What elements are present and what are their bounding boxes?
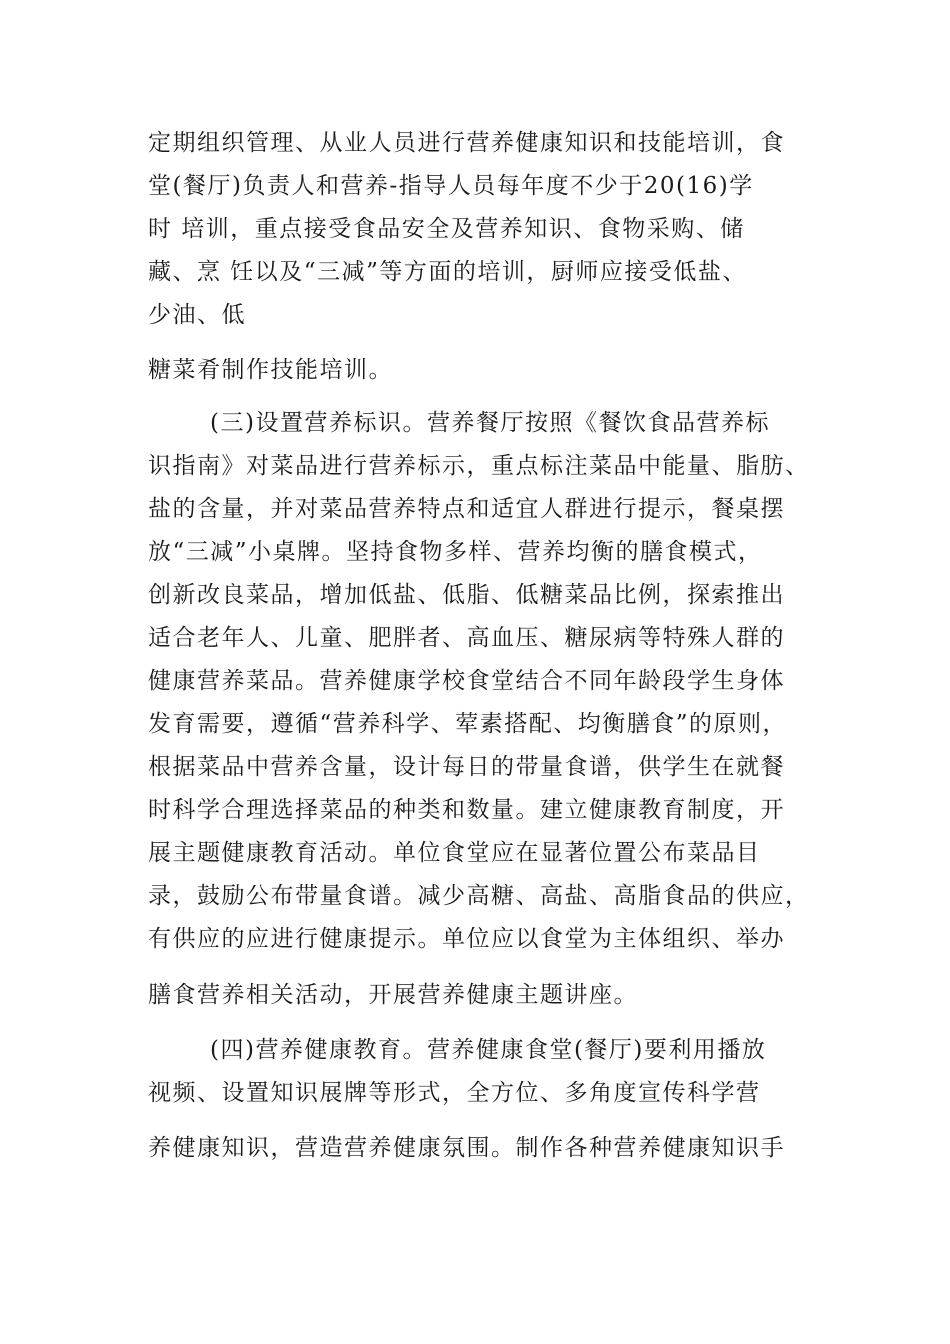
text-line: 盐的含量，并对菜品营养特点和适宜人群进行提示，餐桌摆 xyxy=(148,496,785,522)
text-line: 录，鼓励公布带量食谱。减少高糖、高盐、高脂食品的供应， xyxy=(148,883,810,909)
text-line: 放“三减”小桌牌。坚持食物多样、营养均衡的膳食模式， xyxy=(148,539,763,565)
text-line: 创新改良菜品，增加低盐、低脂、低糖菜品比例，探索推出 xyxy=(148,582,785,608)
text-line: 发育需要，遵循“营养科学、荤素搭配、均衡膳食”的原则， xyxy=(148,711,788,737)
paragraph-heading-3: (三)设置营养标识。营养餐厅按照《餐饮食品营养标 xyxy=(210,410,770,436)
text-line: 少油、低 xyxy=(148,302,246,328)
text-line: 识指南》对菜品进行营养标示，重点标注菜品中能量、脂肪、 xyxy=(148,453,810,479)
text-line: 视频、设置知识展牌等形式，全方位、多角度宣传科学营 xyxy=(148,1080,761,1106)
text-line: 健康营养菜品。营养健康学校食堂结合不同年龄段学生身体 xyxy=(148,668,785,694)
text-line: 有供应的应进行健康提示。单位应以食堂为主体组织、举办 xyxy=(148,926,785,952)
text-line: 养健康知识，营造营养健康氛围。制作各种营养健康知识手 xyxy=(148,1135,785,1161)
text-line: 藏、烹 饪以及“三减”等方面的培训，厨师应接受低盐、 xyxy=(148,259,747,285)
paragraph-heading-4: (四)营养健康教育。营养健康食堂(餐厅)要利用播放 xyxy=(210,1037,767,1063)
text-line: 展主题健康教育活动。单位食堂应在显著位置公布菜品目 xyxy=(148,840,761,866)
text-line: 膳食营养相关活动，开展营养健康主题讲座。 xyxy=(148,982,638,1008)
text-line: 堂(餐厅)负责人和营养-指导人员每年度不少于20(16)学 xyxy=(148,173,754,199)
text-line: 时 培训，重点接受食品安全及营养知识、食物采购、储 xyxy=(148,216,745,242)
text-line: 时科学合理选择菜品的种类和数量。建立健康教育制度，开 xyxy=(148,797,785,823)
text-line: 糖菜肴制作技能培训。 xyxy=(148,357,393,383)
text-line: 定期组织管理、从业人员进行营养健康知识和技能培训，食 xyxy=(148,130,785,156)
text-line: 根据菜品中营养含量，设计每日的带量食谱，供学生在就餐 xyxy=(148,754,785,780)
text-line: 适合老年人、儿童、肥胖者、高血压、糖尿病等特殊人群的 xyxy=(148,625,785,651)
